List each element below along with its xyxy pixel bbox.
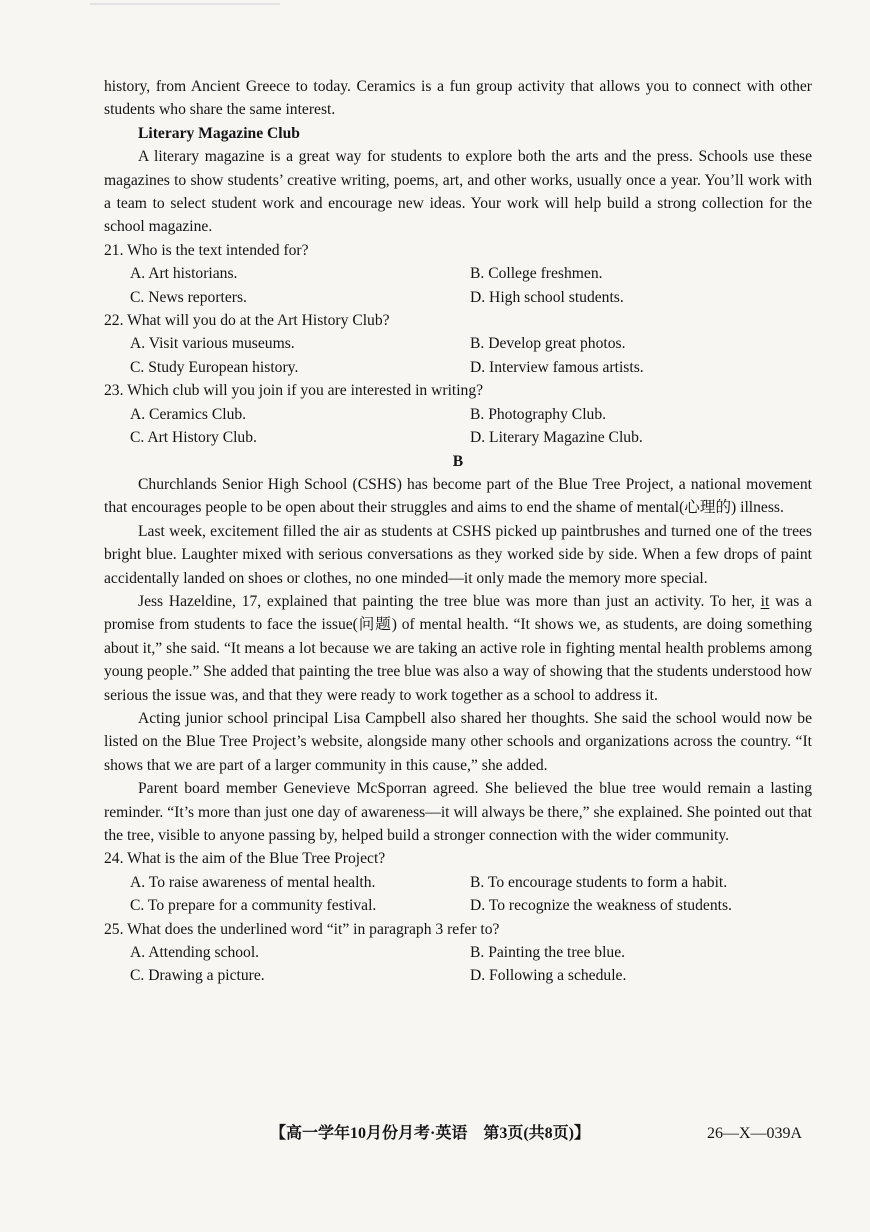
option-c: C. Study European history. — [130, 358, 299, 376]
option-d: D. To recognize the weakness of students. — [470, 897, 732, 915]
option-c: C. To prepare for a community festival. — [130, 897, 377, 915]
question-21: 21. Who is the text intended for? — [104, 241, 309, 259]
option-a: A. Art historians. — [130, 265, 238, 283]
paragraph-3-rest: was a promise from students to face the issue(问题) of mental health. “It shows we, as students, are doing something about it,” she said. “It means a lot because we are taking an active role in fighting mental health problems among young people.” She added that painting the tree blue was also a way of showing that the students understood how serious the issue was, and that they were ready to work together as a school to address it. — [104, 592, 812, 704]
literary-heading: Literary Magazine Club — [138, 124, 300, 142]
underlined-word-it: it — [760, 592, 770, 610]
passage-paragraph-1: Churchlands Senior High School (CSHS) has become part of the Blue Tree Project, a national movement that encourages people to be open about their struggles and aims to end the shame of mental(心理的) illness. — [104, 475, 812, 517]
scan-edge-line — [90, 3, 280, 5]
option-a: A. Ceramics Club. — [130, 405, 247, 423]
option-b: B. Painting the tree blue. — [470, 944, 626, 962]
option-b: B. Develop great photos. — [470, 335, 626, 353]
question-22-options — [104, 332, 812, 379]
option-b: B. College freshmen. — [470, 265, 603, 283]
option-b: B. Photography Club. — [470, 405, 607, 423]
question-25-options — [104, 941, 812, 988]
footer-exam-title: 【高一学年10月份月考·英语 第3页(共8页)】 — [270, 1125, 590, 1142]
question-21-options — [104, 262, 812, 309]
intro-paragraph: history, from Ancient Greece to today. Ceramics is a fun group activity that allows you to connect with other students who share the same interest. — [104, 78, 812, 119]
question-25: 25. What does the underlined word “it” in paragraph 3 refer to? — [104, 920, 500, 938]
passage-paragraph-4: Acting junior school principal Lisa Campbell also shared her thoughts. She said the school would now be listed on the Blue Tree Project’s website, alongside many other schools and organizations across the country. “It shows that we are part of a larger community in this cause,” she added. — [104, 709, 812, 774]
option-a: A. To raise awareness of mental health. — [130, 873, 376, 891]
passage-paragraph-5: Parent board member Genevieve McSporran agreed. She believed the blue tree would remain a lasting reminder. “It’s more than just one day of awareness—it will always be there,” she explained. She pointed out that the tree, visible to anyone passing by, helped build a stronger connection with the wider community. — [104, 780, 812, 844]
passage-paragraph-3 — [104, 590, 812, 707]
option-c: C. Drawing a picture. — [130, 967, 265, 985]
option-d: D. Literary Magazine Club. — [470, 429, 643, 447]
passage-paragraph-2: Last week, excitement filled the air as students at CSHS picked up paintbrushes and turned one of the trees bright blue. Laughter mixed with serious conversations as they worked side by side. When a few drops of paint accidentally landed on shoes or clothes, no one minded—it only made the memory more special. — [104, 522, 812, 587]
footer-paper-code: 26—X—039A — [707, 1125, 803, 1142]
option-c: C. Art History Club. — [130, 429, 257, 447]
question-24-options — [104, 871, 812, 918]
paragraph-3-start: Jess Hazeldine, 17, explained that painting the tree blue was more than just an activity. To her, — [138, 592, 755, 610]
option-d: D. Interview famous artists. — [470, 358, 644, 376]
question-23: 23. Which club will you join if you are interested in writing? — [104, 382, 484, 400]
option-d: D. Following a schedule. — [470, 967, 627, 985]
option-a: A. Visit various museums. — [130, 335, 295, 353]
section-b-heading: B — [452, 452, 464, 470]
question-22: 22. What will you do at the Art History Club? — [104, 312, 390, 330]
literary-paragraph: A literary magazine is a great way for students to explore both the arts and the press. Schools use these magazines to show students’ creative writing, poems, art, and other works, usually once a year. You’ll work with a team to select student work and encourage new ideas. Your work will help build a strong collection for the school magazine. — [104, 148, 812, 236]
page-footer — [0, 1122, 870, 1146]
option-a: A. Attending school. — [130, 944, 260, 962]
option-c: C. News reporters. — [130, 288, 247, 306]
option-d: D. High school students. — [470, 288, 624, 306]
question-24: 24. What is the aim of the Blue Tree Project? — [104, 850, 386, 868]
question-23-options — [104, 403, 812, 450]
option-b: B. To encourage students to form a habit. — [470, 873, 728, 891]
